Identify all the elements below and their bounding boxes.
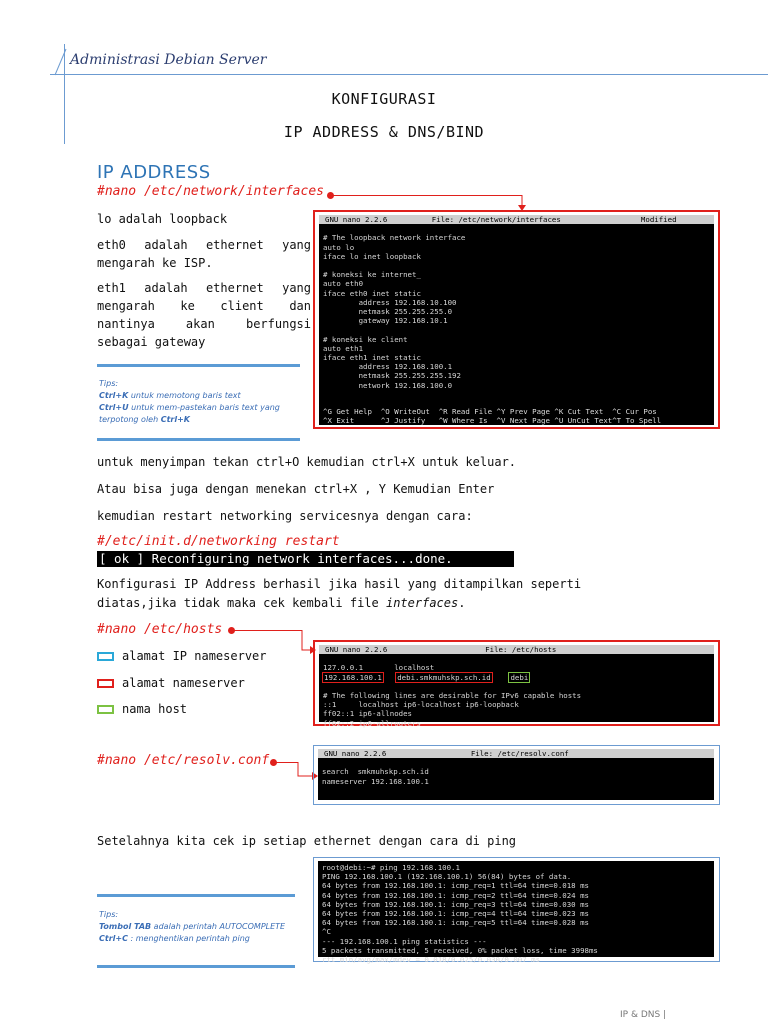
tips1-line2 bbox=[99, 402, 299, 426]
terminal-line: 64 bytes from 192.168.100.1: icmp_req=1 ttl=64 time=0.018 ms bbox=[322, 881, 589, 891]
tips1-line2-text: untuk mem-pastekan baris text yang terpotong oleh bbox=[99, 403, 280, 424]
legend-label: alamat IP nameserver bbox=[122, 649, 267, 663]
ping-instruction: Setelahnya kita cek ip setiap ethernet dengan cara di ping bbox=[97, 834, 517, 848]
page-footer: IP & DNS | bbox=[620, 1010, 667, 1020]
tips1-key-ctrl-k-2: Ctrl+K bbox=[160, 415, 190, 424]
terminal-ping bbox=[318, 861, 714, 965]
terminal-interfaces-frame bbox=[313, 210, 720, 429]
tips2-line2-text: : menghentikan perintah ping bbox=[127, 934, 250, 943]
ping-output bbox=[318, 863, 714, 964]
legend-label: nama host bbox=[122, 702, 188, 716]
tips2-box bbox=[99, 909, 299, 945]
result-text-filename: interfaces bbox=[385, 596, 459, 610]
terminal-line: # koneksi ke client bbox=[323, 334, 408, 344]
restart-instruction: kemudian restart networking servicesnya dengan cara: bbox=[97, 509, 473, 523]
header-horizontal-rule bbox=[50, 74, 768, 75]
interfaces-file-content bbox=[319, 224, 714, 390]
terminal-line: network 192.168.100.0 bbox=[323, 380, 453, 390]
cmd-networking-restart: #/etc/init.d/networking restart bbox=[97, 534, 340, 549]
cmd-nano-resolv: #nano /etc/resolv.conf bbox=[97, 753, 270, 768]
terminal-line: iface eth1 inet static bbox=[323, 353, 421, 363]
tips1-top-rule bbox=[97, 364, 300, 367]
nano-menu-row1: ^G Get Help ^O WriteOut ^R Read File ^Y Prev Page ^K Cut Text ^C Cur Pos bbox=[323, 406, 657, 416]
terminal-line: ff02::2 ip6-allrouters bbox=[323, 718, 421, 728]
tips2-key-tab: Tombol TAB bbox=[99, 922, 152, 931]
terminal-line: address 192.168.10.100 bbox=[323, 297, 457, 307]
hosts-blank bbox=[319, 654, 714, 663]
section-heading-ip-address: IP ADDRESS bbox=[97, 162, 211, 183]
legend-label: alamat nameserver bbox=[122, 676, 245, 690]
terminal-line: nameserver 192.168.100.1 bbox=[322, 776, 429, 786]
tips1-key-ctrl-k: Ctrl+K bbox=[99, 391, 129, 400]
tips2-top-rule bbox=[97, 894, 295, 897]
terminal-line bbox=[319, 325, 714, 334]
terminal-line: 64 bytes from 192.168.100.1: icmp_req=3 ttl=64 time=0.030 ms bbox=[322, 899, 589, 909]
terminal-ping-frame bbox=[313, 857, 720, 965]
hosts-localhost-line: 127.0.0.1 localhost bbox=[323, 663, 435, 673]
legend-swatch-red bbox=[97, 679, 114, 688]
terminal-line: 64 bytes from 192.168.100.1: icmp_req=4 ttl=64 time=0.023 ms bbox=[322, 909, 589, 919]
terminal-line: auto lo bbox=[323, 242, 355, 252]
terminal-interfaces bbox=[319, 215, 714, 425]
nano-title-bar-resolv: GNU nano 2.2.6 File: /etc/resolv.conf bbox=[318, 749, 714, 758]
terminal-line bbox=[319, 261, 714, 270]
terminal-line: iface lo inet loopback bbox=[323, 251, 421, 261]
terminal-line: # The loopback network interface bbox=[323, 233, 466, 243]
callout-arrow-interfaces bbox=[330, 192, 530, 212]
terminal-line bbox=[319, 682, 714, 691]
terminal-hosts bbox=[319, 645, 714, 728]
tips2-key-ctrl-c: Ctrl+C bbox=[99, 934, 128, 943]
tips1-line1-text: untuk memotong baris text bbox=[128, 391, 241, 400]
terminal-line: rtt min/avg/max/mdev = 0.018/0.025/0.030/0.007 ms bbox=[322, 955, 541, 965]
terminal-line: PING 192.168.100.1 (192.168.100.1) 56(84) bytes of data. bbox=[322, 872, 572, 882]
terminal-line: netmask 255.255.255.192 bbox=[323, 371, 461, 381]
terminal-line: iface eth0 inet static bbox=[323, 288, 421, 298]
save-instruction: untuk menyimpan tekan ctrl+O kemudian ctrl+X untuk keluar. bbox=[97, 455, 517, 469]
terminal-line bbox=[319, 224, 714, 233]
terminal-line: auto eth0 bbox=[323, 279, 364, 289]
tips2-line2 bbox=[99, 933, 299, 945]
terminal-resolv-frame bbox=[313, 745, 720, 805]
terminal-line: 64 bytes from 192.168.100.1: icmp_req=5 ttl=64 time=0.028 ms bbox=[322, 918, 589, 928]
terminal-line: gateway 192.168.10.1 bbox=[323, 316, 448, 326]
result-text-part1: diatas,jika tidak maka cek kembali file bbox=[97, 596, 386, 610]
result-text-period: . bbox=[458, 596, 466, 610]
header-title: Administrasi Debian Server bbox=[70, 52, 267, 68]
tips2-bottom-rule bbox=[97, 965, 295, 968]
result-text-line2 bbox=[97, 594, 465, 612]
nano-menu-row2: ^X Exit ^J Justify ^W Where Is ^V Next Page ^U UnCut Text^T To Spell bbox=[323, 415, 662, 425]
terminal-line: # The following lines are desirable for IPv6 capable hosts bbox=[323, 691, 582, 701]
terminal-line: address 192.168.100.1 bbox=[323, 362, 453, 372]
tips2-line1-text: adalah perintah AUTOCOMPLETE bbox=[151, 922, 286, 931]
tips1-bottom-rule bbox=[97, 438, 300, 441]
nano-title-bar-hosts: GNU nano 2.2.6 File: /etc/hosts bbox=[319, 645, 714, 654]
hosts-hostname-highlight: debi bbox=[510, 672, 529, 682]
hosts-file-content bbox=[319, 682, 714, 728]
tips1-box bbox=[99, 378, 299, 426]
terminal-line bbox=[318, 758, 714, 767]
terminal-line: search smkmuhskp.sch.id bbox=[322, 767, 429, 777]
page-title-line1: KONFIGURASI bbox=[331, 90, 437, 108]
terminal-line: 5 packets transmitted, 5 received, 0% packet loss, time 3998ms bbox=[322, 945, 598, 955]
terminal-line: ^C bbox=[322, 927, 331, 937]
alt-save-instruction: Atau bisa juga dengan menekan ctrl+X , Y Kemudian Enter bbox=[97, 482, 495, 496]
terminal-line: --- 192.168.100.1 ping statistics --- bbox=[322, 936, 487, 946]
hosts-ip-highlight: 192.168.100.1 bbox=[324, 672, 382, 682]
cmd-nano-interfaces: #nano /etc/network/interfaces bbox=[97, 184, 324, 199]
tips1-key-ctrl-u: Ctrl+U bbox=[99, 403, 129, 412]
page-title-line2: IP ADDRESS & DNS/BIND bbox=[283, 123, 485, 141]
tips2-label: Tips: bbox=[99, 910, 119, 919]
restart-output: [ ok ] Reconfiguring network interfaces...done. bbox=[97, 551, 514, 567]
hosts-ip-line bbox=[319, 673, 714, 682]
hosts-fqdn-highlight: debi.smkmuhskp.sch.id bbox=[397, 672, 491, 682]
result-text-line1: Konfigurasi IP Address berhasil jika hasil yang ditampilkan seperti bbox=[97, 577, 582, 591]
tips2-line1 bbox=[99, 921, 299, 933]
terminal-line: 64 bytes from 192.168.100.1: icmp_req=2 ttl=64 time=0.024 ms bbox=[322, 890, 589, 900]
terminal-line: root@debi:~# ping 192.168.100.1 bbox=[322, 863, 460, 872]
legend-swatch-blue bbox=[97, 652, 114, 661]
terminal-line: ff02::1 ip6-allnodes bbox=[323, 709, 412, 719]
nano-title-bar: GNU nano 2.2.6 File: /etc/network/interfaces Modified bbox=[319, 215, 714, 224]
header-slash-decoration bbox=[54, 48, 68, 76]
legend-swatch-green bbox=[97, 705, 114, 714]
lo-description: lo adalah loopback bbox=[97, 212, 228, 226]
tips1-label: Tips: bbox=[99, 379, 119, 388]
terminal-line: # koneksi ke internet_ bbox=[323, 270, 421, 280]
resolv-file-content bbox=[318, 758, 714, 786]
terminal-line: auto eth1 bbox=[323, 343, 364, 353]
tips1-line1 bbox=[99, 390, 299, 402]
cmd-nano-hosts: #nano /etc/hosts bbox=[97, 622, 223, 637]
terminal-line: netmask 255.255.255.0 bbox=[323, 307, 453, 317]
terminal-hosts-frame bbox=[313, 640, 720, 726]
eth0-description: eth0 adalah ethernet yang mengarah ke ISP. bbox=[97, 238, 311, 270]
terminal-line: ::1 localhost ip6-localhost ip6-loopback bbox=[323, 700, 519, 710]
terminal-resolv bbox=[318, 749, 714, 800]
eth1-description: eth1 adalah ethernet yang mengarah ke client dan nantinya akan berfungsi sebagai gateway bbox=[97, 281, 311, 349]
